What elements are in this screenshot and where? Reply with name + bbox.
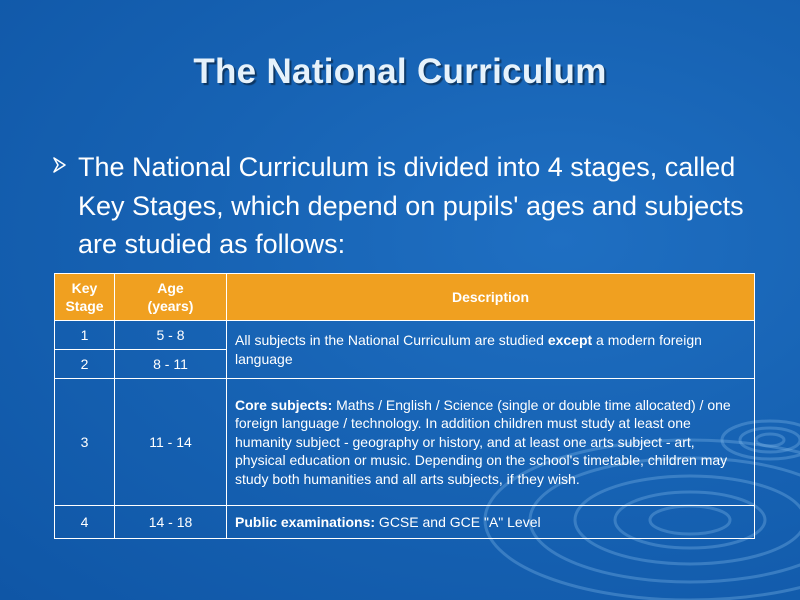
header-age: Age (years) bbox=[115, 274, 227, 321]
table-row bbox=[55, 379, 755, 506]
description-cell: Public examinations: GCSE and GCE "A" Level bbox=[227, 506, 755, 539]
key-stages-table-container bbox=[54, 273, 754, 539]
age-cell: 8 - 11 bbox=[115, 350, 227, 379]
age-cell: 11 - 14 bbox=[115, 379, 227, 506]
intro-bullet bbox=[52, 148, 772, 264]
table-row bbox=[55, 321, 755, 350]
header-description: Description bbox=[227, 274, 755, 321]
stage-cell: 3 bbox=[55, 379, 115, 506]
slide-title: The National Curriculum bbox=[193, 52, 607, 91]
description-cell: Core subjects: Maths / English / Science (single or double time allocated) / one foreign language / technology. In addition children must study at least one humanity subject - geography or history, and at least one arts subject - art, physical education or music. Depending on the school's timetable, children may study both humanities and all arts subjects, if they wish. bbox=[227, 379, 755, 506]
stage-cell: 4 bbox=[55, 506, 115, 539]
arrow-bullet-icon bbox=[52, 148, 78, 179]
age-cell: 14 - 18 bbox=[115, 506, 227, 539]
intro-text: The National Curriculum is divided into 4 stages, called Key Stages, which depend on pupils' ages and subjects are studied as follows: bbox=[78, 152, 744, 259]
description-cell: All subjects in the National Curriculum are studied except a modern foreign language bbox=[227, 321, 755, 379]
table-header-row bbox=[55, 274, 755, 321]
header-key-stage: Key Stage bbox=[55, 274, 115, 321]
stage-cell: 1 bbox=[55, 321, 115, 350]
table-row bbox=[55, 506, 755, 539]
age-cell: 5 - 8 bbox=[115, 321, 227, 350]
stage-cell: 2 bbox=[55, 350, 115, 379]
key-stages-table bbox=[54, 273, 755, 539]
